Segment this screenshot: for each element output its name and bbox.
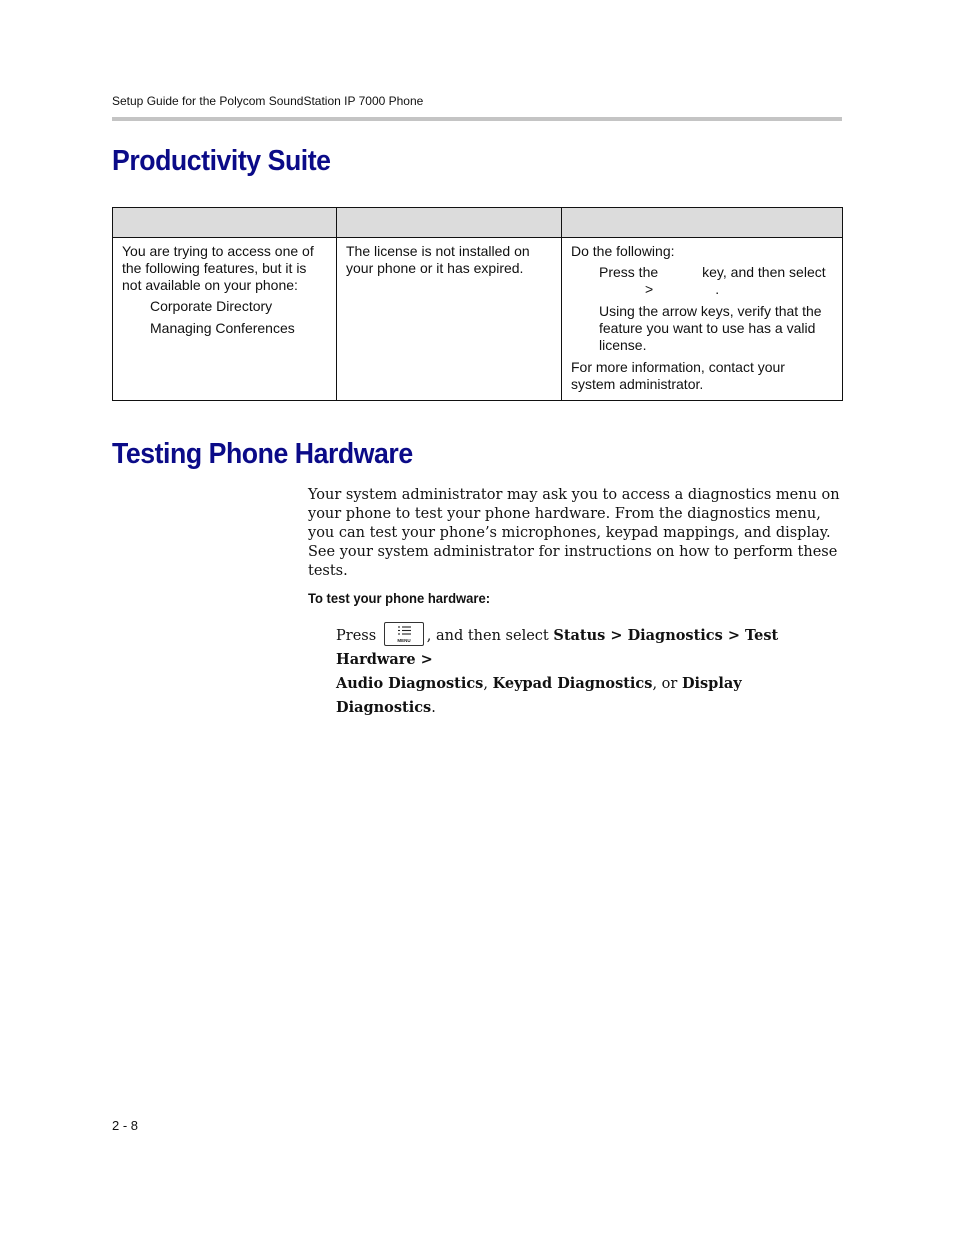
section-title-testing-phone-hardware: Testing Phone Hardware xyxy=(112,438,413,470)
menu-path-diagnostics: Diagnostics xyxy=(627,627,723,644)
step-text: Press xyxy=(336,628,377,644)
solution-outro: For more information, contact your system administrator. xyxy=(571,359,785,392)
cause-text: The license is not installed on your phone or it has expired. xyxy=(346,243,530,276)
step-text: . xyxy=(715,281,720,297)
list-item: Using the arrow keys, verify that the feature you want to use has a valid license. xyxy=(599,303,822,353)
menu-path-status: Status xyxy=(553,627,606,644)
procedure-heading: To test your phone hardware: xyxy=(308,590,491,606)
symptom-text: You are trying to access one of the following features, but it is not available on your phone: xyxy=(122,243,314,293)
step-text: > xyxy=(645,281,654,297)
table-header-row xyxy=(113,208,843,238)
menu-key-label: MENU xyxy=(397,638,411,643)
menu-path-audio-diagnostics: Audio Diagnostics xyxy=(336,675,484,692)
table-header-cell xyxy=(337,208,562,238)
solution-cell xyxy=(562,238,843,401)
table-row xyxy=(113,238,843,401)
feature-list xyxy=(122,298,327,337)
solution-intro: Do the following: xyxy=(571,243,675,259)
table-header-cell xyxy=(113,208,337,238)
body-paragraph: Your system administrator may ask you to access a diagnostics menu on your phone to test your phone hardware. From the diagnostics menu, you can test your phone’s microphones, keypad mappings, and display. See your system administrator for instructions on how to perform these tests. xyxy=(308,487,840,579)
step-text: , xyxy=(483,676,493,692)
step-text: key, and then select xyxy=(702,264,826,280)
list-item: Managing Conferences xyxy=(150,320,295,336)
menu-path-separator: > xyxy=(415,651,433,668)
menu-path-separator: > xyxy=(605,627,628,644)
table-header-cell xyxy=(562,208,843,238)
symptom-cell xyxy=(113,238,337,401)
procedure-step xyxy=(336,624,836,720)
menu-path-test-hardware: Test Hardware xyxy=(336,627,779,668)
list-item xyxy=(571,264,833,298)
running-header: Setup Guide for the Polycom SoundStation IP 7000 Phone xyxy=(112,94,424,108)
list-item: Corporate Directory xyxy=(150,298,273,314)
step-text: , and then select xyxy=(426,628,549,644)
page-number: 2 - 8 xyxy=(112,1118,139,1133)
step-text: . xyxy=(431,700,436,716)
step-text: , or xyxy=(652,676,682,692)
menu-path-separator: > xyxy=(722,627,746,644)
header-rule xyxy=(112,117,842,121)
cause-cell xyxy=(337,238,562,401)
step-text: Press the xyxy=(599,264,659,280)
section-title-productivity-suite: Productivity Suite xyxy=(112,145,331,177)
troubleshooting-table xyxy=(112,207,843,401)
menu-path-keypad-diagnostics: Keypad Diagnostics xyxy=(492,675,653,692)
menu-key-icon xyxy=(384,622,424,646)
solution-steps xyxy=(571,264,833,354)
menu-path-display-diagnostics: Display Diagnostics xyxy=(336,675,742,716)
